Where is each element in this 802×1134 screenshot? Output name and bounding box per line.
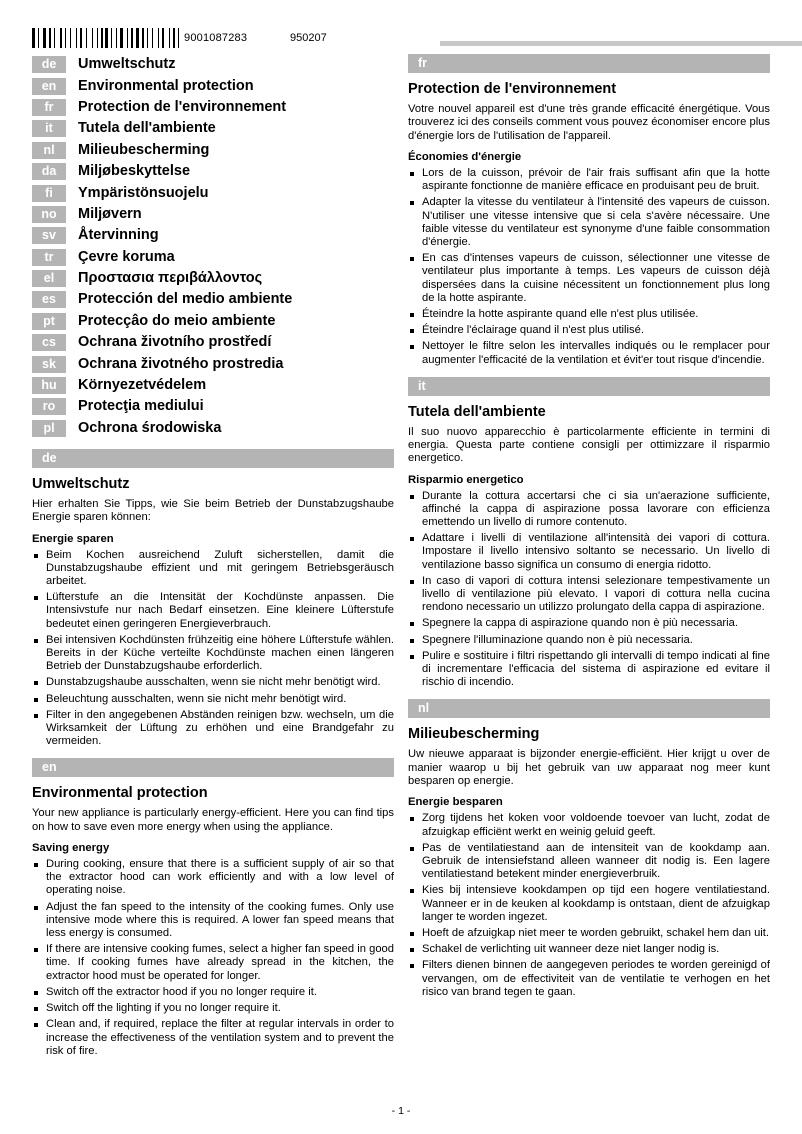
list-item[interactable] <box>32 54 394 75</box>
section-title-nl: Milieubescherming <box>408 726 540 743</box>
list-item: If there are intensive cooking fumes, select a higher fan speed in good time. If cooking fumes have already spread in the kitchen, the extractor hood must be operated for longer. <box>32 943 394 983</box>
header-divider <box>440 41 802 46</box>
language-title: Ochrana životného prostredia <box>78 355 284 372</box>
list-item: During cooking, ensure that there is a sufficient supply of air so that the extractor hood can work efficiently and with a low level of operating noise. <box>32 858 394 898</box>
language-title: Tutela dell'ambiente <box>78 120 216 137</box>
section-subtitle-it: Risparmio energetico <box>408 473 524 486</box>
language-title: Ochrona środowiska <box>78 419 222 436</box>
list-item: Switch off the extractor hood if you no longer require it. <box>32 986 394 999</box>
list-item: Zorg tijdens het koken voor voldoende toevoer van lucht, zodat de afzuigkap efficiënt werkt en weinig geluid geeft. <box>408 812 770 838</box>
section-intro-it: Il suo nuovo apparecchio è particolarmente efficiente in termini di energia. Questa parte contiene consigli per ottimizzare il risparmio energetico. <box>408 425 770 465</box>
list-item[interactable] <box>32 353 394 374</box>
language-title: Protecçâo do meio ambiente <box>78 312 276 329</box>
language-code-badge: it <box>32 120 66 137</box>
section-title-de: Umweltschutz <box>32 476 130 493</box>
list-item[interactable] <box>32 332 394 353</box>
section-language-banner-fr: fr <box>408 54 770 73</box>
list-item: Éteindre la hotte aspirante quand elle n'est plus utilisée. <box>408 308 770 321</box>
list-item: Beim Kochen ausreichend Zuluft sicherstellen, damit die Dunstabzugshaube effizient und mit geringem Betriebsgeräusch arbeitet. <box>32 549 394 589</box>
language-code-badge: pl <box>32 420 66 437</box>
section-title-fr: Protection de l'environnement <box>408 81 617 97</box>
list-item[interactable] <box>32 140 394 161</box>
page-number: - 1 - <box>391 1105 411 1117</box>
list-item: Pulire e sostituire i filtri rispettando gli intervalli di tempo indicati al fine di incrementare l'efficacia del sistema di aspirazione ed evitare il rischio di incendio. <box>408 650 770 690</box>
section-bullets-en <box>32 858 394 1058</box>
list-item: Bei intensiven Kochdünsten frühzeitig eine höhere Lüfterstufe wählen. Bereits in der Küche verteilte Kochdünste machen einen längeren Betrieb der Dunstabzugshaube erforderlich. <box>32 634 394 674</box>
list-item[interactable] <box>32 247 394 268</box>
list-item: Adjust the fan speed to the intensity of the cooking fumes. Only use intensive mode where this is required. A lower fan speed means that less energy is consumed. <box>32 901 394 941</box>
list-item: Éteindre l'éclairage quand il n'est plus utilisé. <box>408 324 770 337</box>
section-subtitle-fr: Économies d'énergie <box>408 150 522 163</box>
section-bullets-it <box>408 490 770 690</box>
language-code-badge: nl <box>32 142 66 159</box>
language-code-badge: ro <box>32 398 66 415</box>
language-code-badge: hu <box>32 377 66 394</box>
list-item: Filters dienen binnen de aangegeven periodes te worden gereinigd of vervangen, om de effectiviteit van de ventilatie te verhogen en het risico van brand tegen te gaan. <box>408 959 770 999</box>
list-item[interactable] <box>32 289 394 310</box>
language-title: Milieubescherming <box>78 141 210 158</box>
list-item[interactable] <box>32 182 394 203</box>
language-code-badge: da <box>32 163 66 180</box>
language-title: Çevre koruma <box>78 248 175 265</box>
list-item: Spegnere l'illuminazione quando non è più necessaria. <box>408 634 770 647</box>
list-item: Filter in den angegebenen Abständen reinigen bzw. wechseln, um die Wirksamkeit der Lüftung zu erhöhen und eine Brandgefahr zu vermeiden. <box>32 709 394 749</box>
list-item: Switch off the lighting if you no longer require it. <box>32 1002 394 1015</box>
list-item: Clean and, if required, replace the filter at regular intervals in order to increase the effectiveness of the ventilation system and to prevent the risk of fire. <box>32 1018 394 1058</box>
list-item: Lors de la cuisson, prévoir de l'air frais suffisant afin que la hotte aspirante fonctionne de manière efficace en produisant peu de bruit. <box>408 167 770 193</box>
language-code-badge: tr <box>32 249 66 266</box>
language-code-badge: cs <box>32 334 66 351</box>
list-item: Kies bij intensieve kookdampen op tijd een hogere ventilatiestand. Wanneer er in de keuken al kookdamp is ontstaan, dient de afzuigkap langer te worden ingezet. <box>408 884 770 924</box>
language-code-badge: sv <box>32 227 66 244</box>
barcode-number: 9001087283 <box>184 32 248 44</box>
section-intro-nl: Uw nieuwe apparaat is bijzonder energie-efficiënt. Hier krijgt u over de manier waarop u bij het gebruik van uw apparaat nog meer kunt besparen op energie. <box>408 748 770 788</box>
right-column <box>408 54 770 1002</box>
list-item[interactable] <box>32 118 394 139</box>
section-bullets-nl <box>408 812 770 999</box>
list-item: Hoeft de afzuigkap niet meer te worden gebruikt, schakel hem dan uit. <box>408 927 770 940</box>
section-subtitle-de: Energie sparen <box>32 532 114 545</box>
left-column <box>32 54 394 1061</box>
list-item[interactable] <box>32 75 394 96</box>
language-code-badge: sk <box>32 356 66 373</box>
section-intro-de: Hier erhalten Sie Tipps, wie Sie beim Betrieb der Dunstabzugshaube Energie sparen können: <box>32 498 394 524</box>
list-item: Lüfterstufe an die Intensität der Kochdünste anpassen. Die Intensivstufe nur nach Bedarf einsetzen. Eine kleinere Lüfterstufe bedeutet einen geringeren Energieverbrauch. <box>32 591 394 631</box>
list-item[interactable] <box>32 204 394 225</box>
barcode-image <box>32 28 184 48</box>
list-item: Schakel de verlichting uit wanneer deze niet langer nodig is. <box>408 943 770 956</box>
list-item[interactable] <box>32 375 394 396</box>
language-title: Miljøbeskyttelse <box>78 163 191 180</box>
language-code-badge: de <box>32 56 66 73</box>
language-title: Προστασια περιβάλλοντος <box>78 270 263 287</box>
list-item[interactable] <box>32 268 394 289</box>
language-title: Környezetvédelem <box>78 377 207 394</box>
list-item: En cas d'intenses vapeurs de cuisson, sélectionner une vitesse de ventilateur plus importante à temps. Les vapeurs de cuisson déjà dispersées dans la cuisine nécessitent un fonctionnement plus long de la hotte aspirante. <box>408 252 770 305</box>
language-code-badge: fi <box>32 185 66 202</box>
language-title: Environmental protection <box>78 77 254 94</box>
language-code-badge: el <box>32 270 66 287</box>
list-item: Beleuchtung ausschalten, wenn sie nicht mehr benötigt wird. <box>32 693 394 706</box>
list-item: Nettoyer le filtre selon les intervalles indiqués ou le remplacer pour augmenter l'efficacité de la ventilation et évit'er tout risque d'incendie. <box>408 340 770 366</box>
section-intro-en: Your new appliance is particularly energy-efficient. Here you can find tips on how to save even more energy when using the appliance. <box>32 807 394 833</box>
language-code-badge: no <box>32 206 66 223</box>
language-title: Protección del medio ambiente <box>78 291 293 308</box>
section-subtitle-nl: Energie besparen <box>408 796 503 809</box>
list-item: Adattare i livelli di ventilazione all'intensità dei vapori di cottura. Impostare il livello intensivo soltanto se necessario. Un livello di ventilazione basso significa un consumo di energia ridotto. <box>408 532 770 572</box>
section-title-en: Environmental protection <box>32 785 208 802</box>
section-language-banner-nl: nl <box>408 699 770 718</box>
document-header <box>32 28 772 54</box>
list-item[interactable] <box>32 225 394 246</box>
list-item[interactable] <box>32 396 394 417</box>
language-code-badge: fr <box>32 99 66 116</box>
section-title-it: Tutela dell'ambiente <box>408 403 546 420</box>
section-intro-fr: Votre nouvel appareil est d'une très grande efficacité énergétique. Vous trouverez ici des conseils comment vous pouvez économiser encore plus d'énergie lors de l'utilisation de l'appareil. <box>408 103 770 142</box>
language-title: Umweltschutz <box>78 56 176 73</box>
language-code-badge: en <box>32 78 66 95</box>
list-item: Durante la cottura accertarsi che ci sia un'aerazione sufficiente, affinché la cappa di aspirazione possa lavorare con efficienza emettendo un livello di rumore contenuto. <box>408 490 770 530</box>
section-language-banner-de: de <box>32 449 394 468</box>
list-item[interactable] <box>32 418 394 439</box>
list-item: Pas de ventilatiestand aan de intensiteit van de kookdamp aan. Gebruik de intensiefstand alleen wanneer dit nodig is. Een lagere ventilatiestand betekent minder energieverbruik. <box>408 842 770 882</box>
list-item: Adapter la vitesse du ventilateur à l'intensité des vapeurs de cuisson. N'utiliser une vitesse intensive que si cela s'avère nécessaire. Une faible vitesse du ventilateur est synonyme d'une faible consommation d'énergie. <box>408 196 770 249</box>
list-item: Dunstabzugshaube ausschalten, wenn sie nicht mehr benötigt wird. <box>32 676 394 689</box>
list-item: Spegnere la cappa di aspirazione quando non è più necessaria. <box>408 617 770 630</box>
language-title: Ympäristönsuojelu <box>78 184 209 201</box>
language-title: Miljøvern <box>78 205 142 222</box>
language-title: Protecţia mediului <box>78 398 204 415</box>
language-title: Återvinning <box>78 227 159 244</box>
language-code-badge: es <box>32 291 66 308</box>
language-code-badge: pt <box>32 313 66 330</box>
list-item: In caso di vapori di cottura intensi selezionare tempestivamente un livello di ventilazione più elevato. I vapori di cottura nella cucina rendono necessario un utilizzo prolungato della cappa di aspirazione. <box>408 575 770 615</box>
language-title: Protection de l'environnement <box>78 98 287 115</box>
language-title: Ochrana životního prostředí <box>78 334 272 351</box>
language-contents-list <box>32 54 394 439</box>
list-item[interactable] <box>32 97 394 118</box>
section-language-banner-en: en <box>32 758 394 777</box>
section-bullets-fr <box>408 167 770 367</box>
section-subtitle-en: Saving energy <box>32 842 110 855</box>
list-item[interactable] <box>32 311 394 332</box>
list-item[interactable] <box>32 161 394 182</box>
document-date: 950207 <box>290 32 327 44</box>
section-language-banner-it: it <box>408 377 770 396</box>
section-bullets-de <box>32 549 394 749</box>
